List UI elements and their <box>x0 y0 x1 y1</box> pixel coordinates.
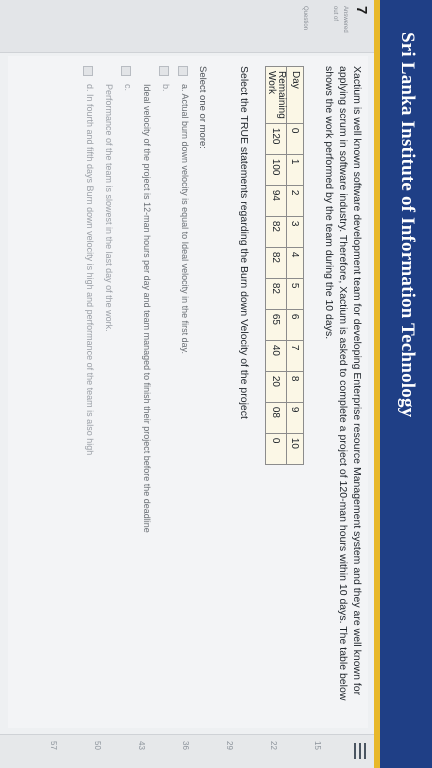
remaining-work-header: Remaining Work <box>266 67 287 124</box>
option-checkbox[interactable] <box>83 66 93 76</box>
quiz-navigation-panel <box>0 734 374 768</box>
option-checkbox[interactable] <box>159 66 169 76</box>
option-c-text[interactable] <box>95 66 114 716</box>
remaining-cell: 100 <box>266 154 287 185</box>
nav-question-number[interactable]: 29 <box>225 741 234 750</box>
nav-question-number[interactable]: 43 <box>137 741 146 750</box>
nav-question-number[interactable]: 57 <box>49 741 58 750</box>
question-content <box>8 56 368 728</box>
day-cell: 7 <box>287 340 304 371</box>
day-cell: 10 <box>287 433 304 464</box>
question-instruction: Select the TRUE statements regarding the Burn down Velocity of the project <box>238 66 250 419</box>
remaining-cell: 65 <box>266 309 287 340</box>
table-row-days <box>287 67 304 465</box>
question-marks-label: out of <box>332 6 338 22</box>
flag-question-link[interactable]: Question <box>302 6 308 31</box>
remaining-cell: 82 <box>266 278 287 309</box>
question-number: 7 <box>353 6 370 15</box>
select-prompt: Select one or more: <box>197 66 208 149</box>
option-label: d. In fourth and fifth days Burn down velocity is high and performance of the team is also high <box>85 84 95 456</box>
remaining-cell: 20 <box>266 371 287 402</box>
day-cell: 3 <box>287 216 304 247</box>
day-cell: 5 <box>287 278 304 309</box>
option-label: Performance of the team is slowest in the last day of the work. <box>104 84 114 332</box>
remaining-cell: 94 <box>266 185 287 216</box>
remaining-cell: 08 <box>266 402 287 433</box>
remaining-cell: 120 <box>266 123 287 154</box>
day-header: Day <box>287 67 304 124</box>
nav-question-number[interactable]: 50 <box>93 741 102 750</box>
option-b[interactable] <box>152 66 171 716</box>
answer-options <box>76 66 190 716</box>
day-cell: 6 <box>287 309 304 340</box>
option-label: b. <box>161 84 171 92</box>
day-cell: 9 <box>287 402 304 433</box>
option-label: Ideal velocity of the project is 12-man hours per day and team managed to finish their project before the deadline <box>142 84 152 533</box>
question-status: Answered <box>342 6 348 33</box>
remaining-cell: 0 <box>266 433 287 464</box>
option-d[interactable] <box>76 66 95 716</box>
option-label: c. <box>123 84 133 92</box>
nav-question-number[interactable]: 15 <box>313 741 322 750</box>
option-checkbox[interactable] <box>178 66 188 76</box>
site-title: Sri Lanka Institute of Information Technology <box>397 32 418 418</box>
day-cell: 4 <box>287 247 304 278</box>
day-cell: 8 <box>287 371 304 402</box>
day-cell: 1 <box>287 154 304 185</box>
option-checkbox[interactable] <box>121 66 131 76</box>
nav-question-number[interactable]: 36 <box>181 741 190 750</box>
site-header <box>374 0 432 768</box>
work-table <box>265 66 304 465</box>
option-b-text[interactable] <box>133 66 152 716</box>
table-row-remaining <box>266 67 287 465</box>
question-info-panel <box>0 0 374 53</box>
day-cell: 2 <box>287 185 304 216</box>
remaining-cell: 82 <box>266 247 287 278</box>
nav-question-number[interactable]: 22 <box>269 741 278 750</box>
menu-icon[interactable] <box>354 743 366 759</box>
remaining-cell: 82 <box>266 216 287 247</box>
option-label: a. Actual burn down velocity is equal to Ideal velocity in the first day. <box>180 84 190 354</box>
day-cell: 0 <box>287 123 304 154</box>
remaining-cell: 40 <box>266 340 287 371</box>
question-text: Xactium is well known software development team for developing Enterprise resource Management system and they are well known for applying scrum in software industry. Therefore, Xactium is asked to complete a project of 120-man hours within 10 days. The table below shows the work performed by the team during the 10 days. <box>323 66 363 701</box>
option-a[interactable] <box>171 66 190 716</box>
option-c[interactable] <box>114 66 133 716</box>
brand-stripe <box>374 0 380 768</box>
